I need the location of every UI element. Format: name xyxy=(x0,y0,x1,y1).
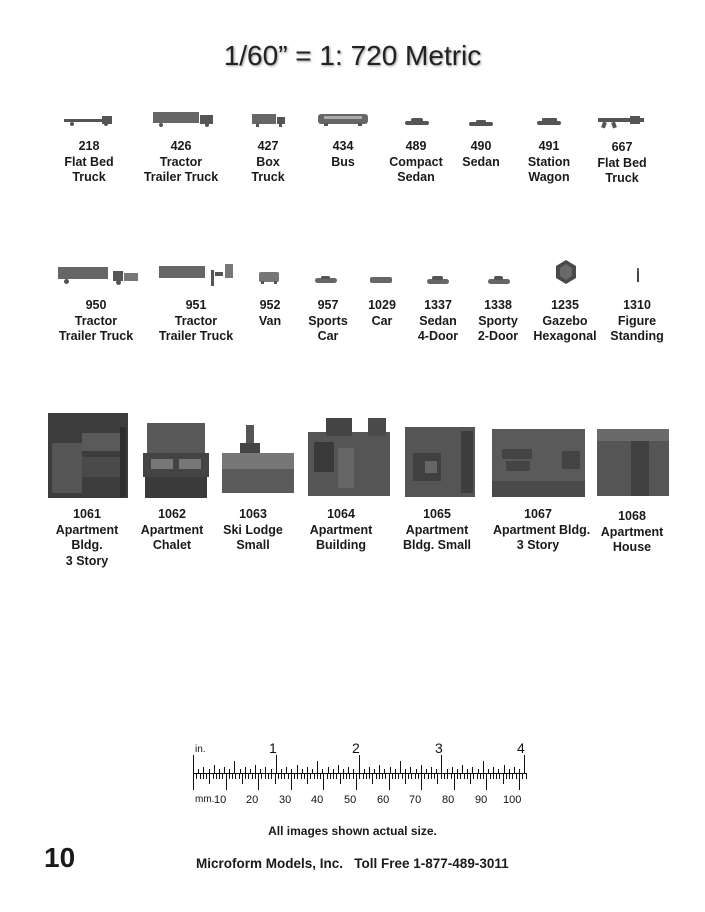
ruler-mm-tick xyxy=(428,774,429,779)
ruler-mm-tick xyxy=(382,774,383,779)
ruler-mm-tick xyxy=(473,774,474,779)
ruler-inch-label: 2 xyxy=(352,740,360,756)
ruler-inch-tick xyxy=(400,761,401,773)
ruler-mm-tick xyxy=(203,774,204,779)
model-label: 426 Tractor Trailer Truck xyxy=(143,139,219,184)
ruler-mm-tick xyxy=(411,774,412,779)
ruler-mm-tick xyxy=(209,774,210,784)
ruler-mm-tick xyxy=(235,774,236,779)
ruler-inch-tick xyxy=(250,769,251,773)
model-label: 1310 Figure Standing xyxy=(610,298,664,343)
ruler-inch-tick xyxy=(493,767,494,773)
ruler-mm-tick xyxy=(226,774,227,790)
ruler-inch-tick xyxy=(297,765,298,773)
ruler-mm-tick xyxy=(333,774,334,779)
ruler-inch-tick xyxy=(369,767,370,773)
model-label: 1063 Ski Lodge Small xyxy=(223,507,283,552)
ruler-mm-tick xyxy=(219,774,220,779)
model-label: 1068 Apartment House xyxy=(600,509,664,554)
ruler-mm-tick xyxy=(526,774,527,779)
model-label: 490 Sedan xyxy=(462,139,500,169)
model-image-compact-sedan xyxy=(405,118,429,126)
ruler-inch-tick xyxy=(193,755,194,773)
ruler-mm-tick xyxy=(200,774,201,779)
ruler-inch-tick xyxy=(317,761,318,773)
model-label: 1338 Sporty 2-Door xyxy=(477,298,519,343)
ruler-inch-tick xyxy=(255,765,256,773)
model-image-flatbed-truck xyxy=(64,116,112,126)
ruler-inch-tick xyxy=(291,769,292,773)
ruler-inch-tick xyxy=(302,769,303,773)
ruler-mm-tick xyxy=(349,774,350,779)
ruler-mm-tick xyxy=(490,774,491,779)
model-image-car xyxy=(370,276,392,283)
ruler-inch-tick xyxy=(405,769,406,773)
ruler-inch-tick xyxy=(245,767,246,773)
ruler-inch-tick xyxy=(462,765,463,773)
model-image-sedan xyxy=(469,120,493,126)
ruler-mm-label: 60 xyxy=(377,794,390,806)
ruler-mm-tick xyxy=(307,774,308,784)
ruler-mm-tick xyxy=(431,774,432,779)
ruler-mm-tick xyxy=(415,774,416,779)
ruler-mm-label: 40 xyxy=(311,794,324,806)
ruler-inch-tick xyxy=(271,769,272,773)
model-label: 1337 Sedan 4-Door xyxy=(417,298,459,343)
ruler-inch-tick xyxy=(240,769,241,773)
ruler-inch-tick xyxy=(447,769,448,773)
model-image-apartment-bldg-small xyxy=(405,427,475,497)
ruler-inch-tick xyxy=(467,769,468,773)
model-image-flatbed-truck-667 xyxy=(598,116,644,128)
ruler-mm-tick xyxy=(291,774,292,790)
page-number: 10 xyxy=(44,842,76,873)
ruler-mm-tick xyxy=(424,774,425,779)
model-image-tractor-trailer-951 xyxy=(159,264,235,286)
ruler-mm-tick xyxy=(343,774,344,779)
ruler-mm-tick xyxy=(222,774,223,779)
ruler-mm-tick xyxy=(297,774,298,779)
ruler-inch-tick xyxy=(374,769,375,773)
ruler-inch-tick xyxy=(338,765,339,773)
ruler-mm-tick xyxy=(519,774,520,790)
ruler-mm-tick xyxy=(483,774,484,779)
ruler-inch-tick xyxy=(416,769,417,773)
ruler-mm-tick xyxy=(213,774,214,779)
ruler-mm-tick xyxy=(356,774,357,790)
ruler-inch-tick xyxy=(364,769,365,773)
model-label: 1064 Apartment Building xyxy=(309,507,373,552)
ruler-inch-tick xyxy=(426,769,427,773)
ruler-mm-tick xyxy=(437,774,438,784)
ruler-inch-tick xyxy=(431,767,432,773)
ruler-mm-tick xyxy=(369,774,370,779)
ruler-mm-tick xyxy=(320,774,321,779)
ruler-mm-tick xyxy=(444,774,445,779)
ruler-inch-tick xyxy=(457,769,458,773)
scale-ruler xyxy=(193,742,527,808)
ruler-mm-tick xyxy=(506,774,507,779)
model-image-sedan-4door xyxy=(427,276,449,284)
ruler-inch-tick xyxy=(198,769,199,773)
model-label: 427 Box Truck xyxy=(251,139,285,184)
ruler-mm-tick xyxy=(239,774,240,779)
ruler-inch-tick xyxy=(436,769,437,773)
ruler-mm-tick xyxy=(275,774,276,784)
ruler-mm-tick xyxy=(258,774,259,790)
model-image-apartment-bldg-3story-1067 xyxy=(492,429,585,497)
model-image-tractor-trailer-950 xyxy=(58,267,138,285)
ruler-inch-tick xyxy=(312,769,313,773)
ruler-mm-tick xyxy=(516,774,517,779)
model-image-sports-car xyxy=(315,276,337,283)
ruler-mm-tick xyxy=(389,774,390,790)
ruler-mm-tick xyxy=(499,774,500,779)
model-label: 489 Compact Sedan xyxy=(389,139,443,184)
ruler-mm-tick xyxy=(395,774,396,779)
ruler-mm-tick xyxy=(509,774,510,779)
ruler-mm-label: 10 xyxy=(214,794,227,806)
ruler-mm-tick xyxy=(310,774,311,779)
ruler-mm-tick xyxy=(402,774,403,779)
ruler-mm-tick xyxy=(421,774,422,790)
ruler-inch-tick xyxy=(452,767,453,773)
model-image-station-wagon xyxy=(537,118,561,126)
ruler-inch-tick xyxy=(524,755,525,773)
ruler-mm-tick xyxy=(493,774,494,779)
model-image-tractor-trailer xyxy=(153,112,213,127)
ruler-mm-tick xyxy=(460,774,461,779)
ruler-mm-label: 30 xyxy=(279,794,292,806)
ruler-inch-tick xyxy=(224,767,225,773)
model-image-sporty-2door xyxy=(488,276,510,284)
ruler-mm-tick xyxy=(359,774,360,779)
ruler-inch-label: 4 xyxy=(517,740,525,756)
ruler-mm-tick xyxy=(340,774,341,784)
ruler-mm-tick xyxy=(477,774,478,779)
ruler-mm-tick xyxy=(268,774,269,779)
ruler-inch-tick xyxy=(219,769,220,773)
ruler-inch-tick xyxy=(519,769,520,773)
ruler-inch-tick xyxy=(276,755,277,773)
ruler-mm-tick xyxy=(372,774,373,784)
model-label: 1067 Apartment Bldg. 3 Story xyxy=(493,507,591,552)
ruler-inch-tick xyxy=(498,769,499,773)
ruler-mm-tick xyxy=(496,774,497,779)
model-label: 491 Station Wagon xyxy=(527,139,571,184)
ruler-inch-tick xyxy=(472,767,473,773)
ruler-mm-tick xyxy=(398,774,399,779)
ruler-inch-tick xyxy=(234,761,235,773)
ruler-inch-tick xyxy=(286,767,287,773)
model-image-apartment-bldg-3story xyxy=(48,413,128,498)
ruler-mm-tick xyxy=(301,774,302,779)
ruler-inch-tick xyxy=(488,769,489,773)
ruler-mm-label: 80 xyxy=(442,794,455,806)
ruler-mm-tick xyxy=(457,774,458,779)
ruler-inch-tick xyxy=(307,767,308,773)
model-label: 951 Tractor Trailer Truck xyxy=(158,298,234,343)
model-image-apartment-building xyxy=(308,418,390,496)
model-label: 1029 Car xyxy=(368,298,396,328)
ruler-inch-tick xyxy=(390,767,391,773)
ruler-mm-label: 70 xyxy=(409,794,422,806)
ruler-mm-label: 100 xyxy=(503,794,522,806)
model-label: 1062 Apartment Chalet xyxy=(140,507,204,552)
model-image-apartment-house xyxy=(597,429,669,496)
ruler-mm-tick xyxy=(467,774,468,779)
ruler-inch-tick xyxy=(348,767,349,773)
footer-contact: Microform Models, Inc. Toll Free 1-877-489-3011 xyxy=(196,856,509,871)
ruler-inch-tick xyxy=(333,769,334,773)
model-image-figure xyxy=(636,268,640,282)
model-image-ski-lodge xyxy=(222,425,294,493)
ruler-mm-tick xyxy=(454,774,455,790)
ruler-mm-tick xyxy=(304,774,305,779)
ruler-inch-tick xyxy=(359,755,360,773)
ruler-mm-tick xyxy=(418,774,419,779)
model-image-apartment-chalet xyxy=(143,423,209,498)
model-label: 1235 Gazebo Hexagonal xyxy=(533,298,597,343)
ruler-mm-tick xyxy=(441,774,442,779)
ruler-mm-tick xyxy=(294,774,295,779)
ruler-inch-tick xyxy=(384,769,385,773)
ruler-mm-tick xyxy=(470,774,471,784)
model-image-bus xyxy=(318,114,368,126)
ruler-mm-tick xyxy=(480,774,481,779)
ruler-mm-tick xyxy=(464,774,465,779)
ruler-inch-tick xyxy=(265,767,266,773)
ruler-mm-unit: mm. xyxy=(195,794,215,805)
ruler-mm-tick xyxy=(255,774,256,779)
ruler-inch-label: 3 xyxy=(435,740,443,756)
ruler-mm-tick xyxy=(408,774,409,779)
model-label: 667 Flat Bed Truck xyxy=(597,140,647,185)
ruler-mm-tick xyxy=(336,774,337,779)
ruler-mm-tick xyxy=(206,774,207,779)
ruler-inch-tick xyxy=(343,769,344,773)
model-label: 1065 Apartment Bldg. Small xyxy=(402,507,472,552)
ruler-mm-label: 20 xyxy=(246,794,259,806)
model-label: 218 Flat Bed Truck xyxy=(64,139,114,184)
model-label: 1061 Apartment Bldg. 3 Story xyxy=(55,507,119,568)
ruler-mm-tick xyxy=(323,774,324,790)
ruler-mm-label: 90 xyxy=(475,794,488,806)
model-image-box-truck xyxy=(252,114,285,127)
ruler-inch-tick xyxy=(509,769,510,773)
ruler-mm-tick xyxy=(288,774,289,779)
ruler-mm-tick xyxy=(379,774,380,779)
ruler-mm-tick xyxy=(385,774,386,779)
ruler-mm-tick xyxy=(196,774,197,779)
ruler-mm-tick xyxy=(353,774,354,779)
ruler-inch-tick xyxy=(410,767,411,773)
ruler-inch-tick xyxy=(353,769,354,773)
ruler-mm-tick xyxy=(392,774,393,779)
ruler-mm-tick xyxy=(330,774,331,779)
ruler-mm-tick xyxy=(216,774,217,779)
ruler-inch-tick xyxy=(209,769,210,773)
ruler-mm-tick xyxy=(486,774,487,790)
ruler-mm-tick xyxy=(261,774,262,779)
ruler-mm-tick xyxy=(252,774,253,779)
ruler-mm-tick xyxy=(376,774,377,779)
ruler-inch-tick xyxy=(395,769,396,773)
ruler-mm-tick xyxy=(317,774,318,779)
ruler-mm-tick xyxy=(346,774,347,779)
ruler-inch-tick xyxy=(281,769,282,773)
ruler-mm-tick xyxy=(434,774,435,779)
ruler-mm-tick xyxy=(265,774,266,779)
ruler-inch-unit: in. xyxy=(195,744,206,755)
ruler-inch-tick xyxy=(379,765,380,773)
model-label: 957 Sports Car xyxy=(308,298,348,343)
ruler-mm-tick xyxy=(366,774,367,779)
ruler-inch-tick xyxy=(260,769,261,773)
model-image-gazebo xyxy=(555,260,577,284)
ruler-mm-tick xyxy=(284,774,285,779)
ruler-inch-tick xyxy=(328,767,329,773)
ruler-mm-tick xyxy=(363,774,364,779)
ruler-inch-tick xyxy=(421,765,422,773)
ruler-mm-tick xyxy=(245,774,246,779)
ruler-mm-tick xyxy=(248,774,249,779)
ruler-mm-tick xyxy=(405,774,406,784)
ruler-inch-tick xyxy=(514,767,515,773)
ruler-inch-tick xyxy=(229,769,230,773)
ruler-inch-tick xyxy=(504,765,505,773)
ruler-inch-tick xyxy=(322,769,323,773)
size-caption: All images shown actual size. xyxy=(268,824,437,838)
ruler-mm-tick xyxy=(327,774,328,779)
ruler-mm-tick xyxy=(314,774,315,779)
ruler-inch-tick xyxy=(478,769,479,773)
model-image-van xyxy=(259,272,279,284)
ruler-mm-tick xyxy=(271,774,272,779)
ruler-inch-tick xyxy=(214,765,215,773)
ruler-mm-label: 50 xyxy=(344,794,357,806)
ruler-mm-tick xyxy=(242,774,243,784)
ruler-inch-tick xyxy=(203,767,204,773)
ruler-mm-tick xyxy=(512,774,513,779)
ruler-mm-tick xyxy=(232,774,233,779)
ruler-inch-tick xyxy=(483,761,484,773)
model-label: 434 Bus xyxy=(331,139,355,169)
ruler-mm-tick xyxy=(278,774,279,779)
ruler-inch-label: 1 xyxy=(269,740,277,756)
model-label: 950 Tractor Trailer Truck xyxy=(58,298,134,343)
page-title: 1/60” = 1: 720 Metric xyxy=(223,40,482,71)
ruler-mm-tick xyxy=(281,774,282,779)
ruler-mm-tick xyxy=(503,774,504,784)
ruler-mm-tick xyxy=(451,774,452,779)
ruler-inch-tick xyxy=(441,755,442,773)
ruler-mm-tick xyxy=(447,774,448,779)
ruler-mm-tick xyxy=(229,774,230,779)
ruler-mm-tick xyxy=(193,774,194,790)
ruler-mm-tick xyxy=(522,774,523,779)
model-label: 952 Van xyxy=(258,298,282,328)
